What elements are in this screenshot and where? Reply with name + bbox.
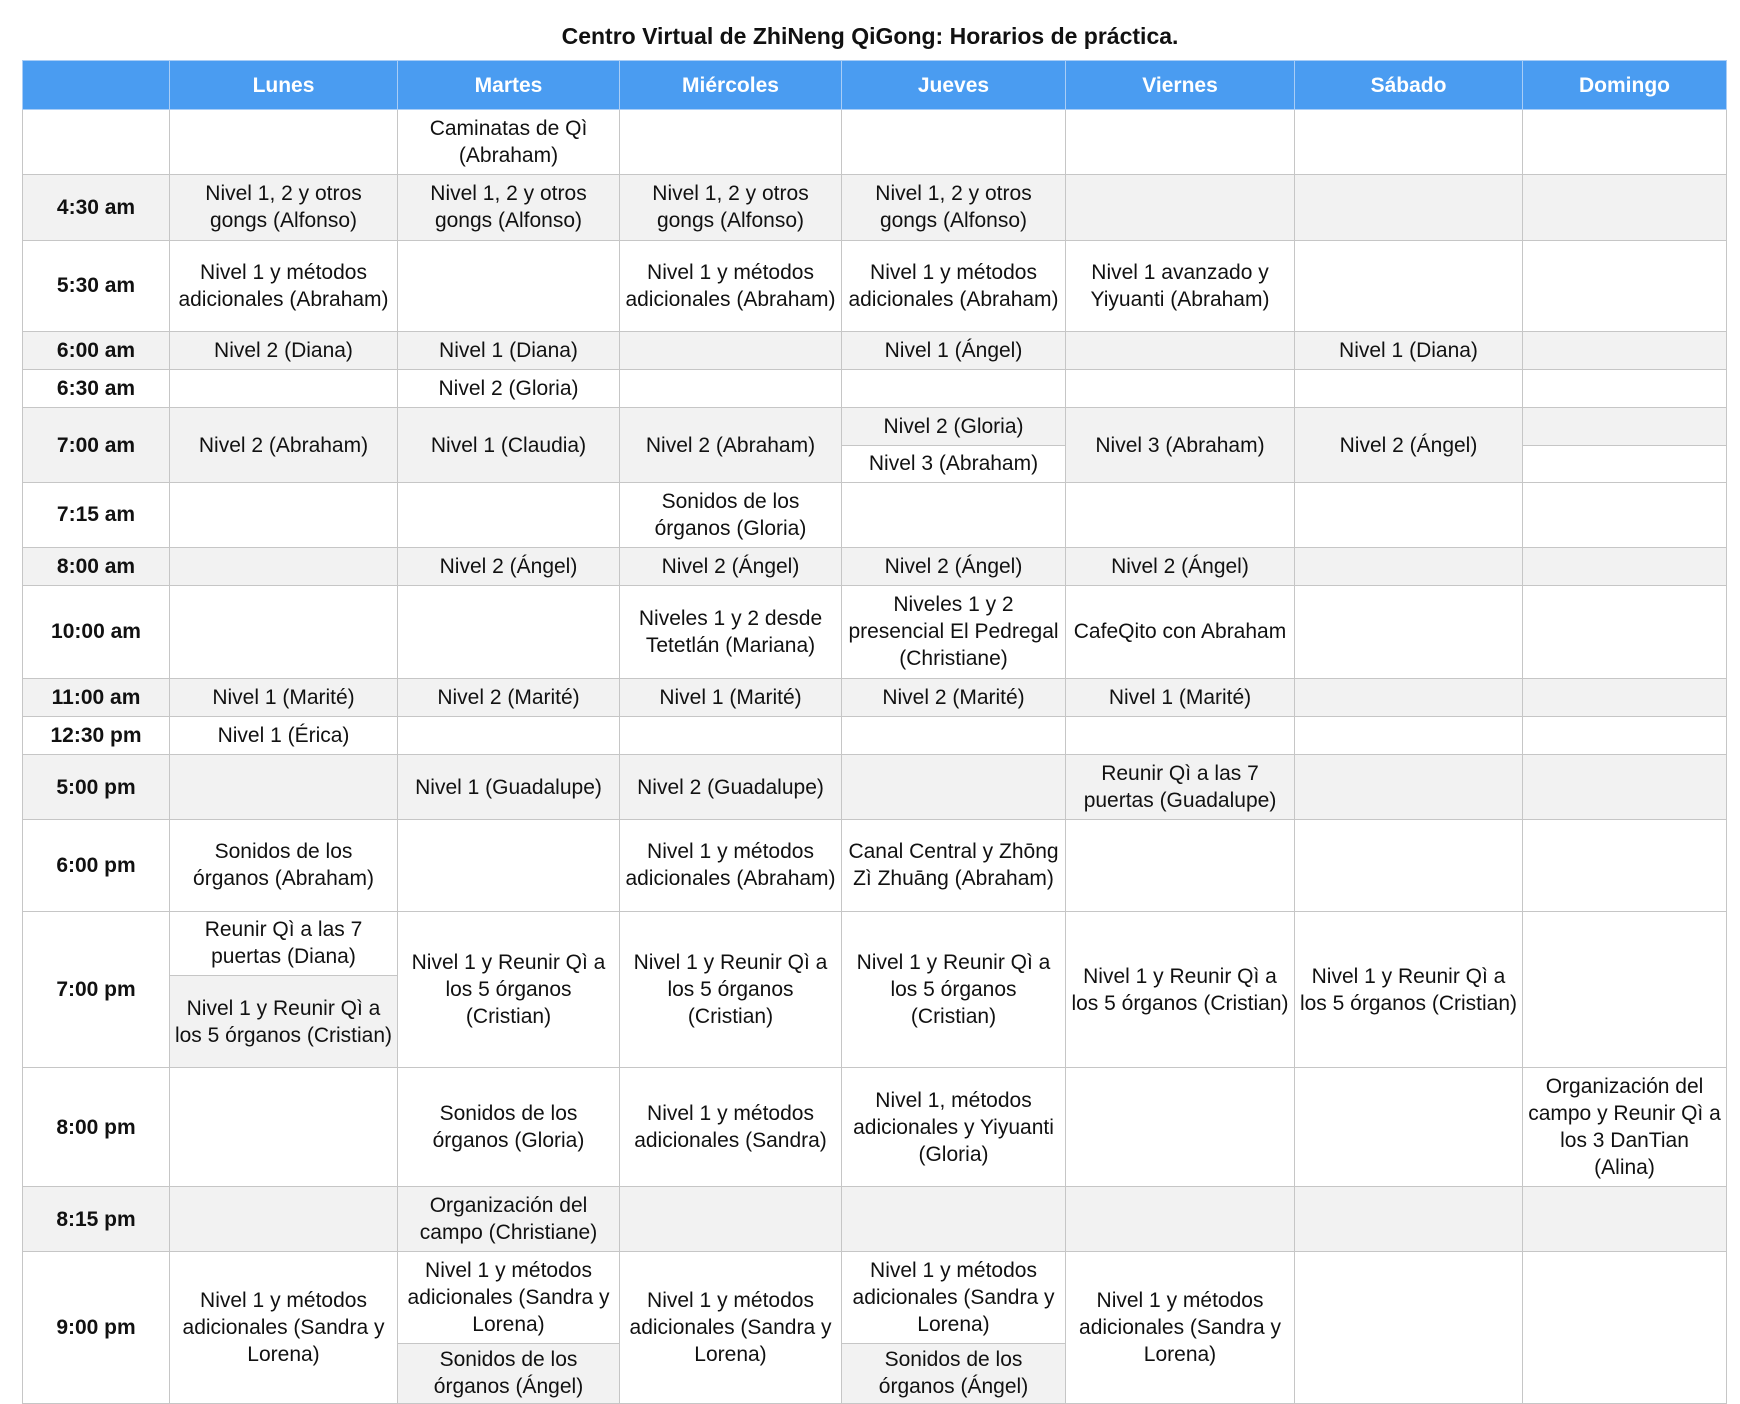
schedule-cell: Nivel 1, 2 y otros gongs (Alfonso) xyxy=(170,175,398,240)
table-row xyxy=(23,110,1727,175)
time-cell: 8:00 am xyxy=(23,548,170,586)
time-cell: 7:00 am xyxy=(23,408,170,482)
schedule-cell: Sonidos de los órganos (Abraham) xyxy=(170,820,398,911)
schedule-cell: Nivel 1 y métodos adicionales (Abraham) xyxy=(170,240,398,331)
schedule-cell: Nivel 1 y Reunir Qì a los 5 órganos (Cristian) xyxy=(1295,911,1523,1068)
schedule-cell: Nivel 1 avanzado y Yiyuanti (Abraham) xyxy=(1066,240,1295,331)
schedule-table xyxy=(22,60,1727,1404)
schedule-cell: Nivel 1 (Diana) xyxy=(398,332,620,370)
table-row xyxy=(23,548,1727,586)
schedule-cell xyxy=(1523,1186,1727,1251)
schedule-cell: Nivel 1 (Marité) xyxy=(620,678,842,716)
schedule-cell xyxy=(1295,586,1523,678)
time-cell: 6:00 pm xyxy=(23,820,170,911)
schedule-cell xyxy=(1295,1252,1523,1404)
schedule-cell: Nivel 1 y métodos adicionales (Abraham) xyxy=(620,240,842,331)
table-row xyxy=(23,754,1727,819)
schedule-cell xyxy=(398,482,620,547)
time-cell: 10:00 am xyxy=(23,586,170,678)
schedule-cell: Nivel 1 y métodos adicionales (Sandra y Lorena) xyxy=(170,1252,398,1404)
schedule-cell xyxy=(1523,240,1727,331)
header-day-domingo: Domingo xyxy=(1523,61,1727,110)
schedule-cell xyxy=(620,110,842,175)
schedule-cell xyxy=(1295,678,1523,716)
schedule-cell xyxy=(170,370,398,408)
schedule-cell xyxy=(1523,445,1727,482)
schedule-cell: Nivel 1 y métodos adicionales (Sandra y Lorena) xyxy=(620,1252,842,1404)
schedule-cell xyxy=(1295,240,1523,331)
schedule-cell: Nivel 2 (Abraham) xyxy=(170,408,398,482)
schedule-cell xyxy=(1523,754,1727,819)
schedule-cell xyxy=(170,1186,398,1251)
schedule-cell xyxy=(170,482,398,547)
schedule-cell xyxy=(1066,820,1295,911)
time-cell: 7:00 pm xyxy=(23,911,170,1068)
schedule-cell: Nivel 1 (Marité) xyxy=(170,678,398,716)
schedule-cell xyxy=(842,716,1066,754)
schedule-cell: Nivel 1, 2 y otros gongs (Alfonso) xyxy=(842,175,1066,240)
schedule-cell: Canal Central y Zhōng Zì Zhuāng (Abraham) xyxy=(842,820,1066,911)
schedule-cell xyxy=(1523,820,1727,911)
schedule-cell xyxy=(170,586,398,678)
schedule-cell xyxy=(842,754,1066,819)
schedule-cell xyxy=(1295,754,1523,819)
schedule-cell: Caminatas de Qì (Abraham) xyxy=(398,110,620,175)
schedule-cell: Nivel 1 y métodos adicionales (Sandra y Lorena) xyxy=(398,1252,620,1343)
schedule-cell: Nivel 1 y Reunir Qì a los 5 órganos (Cristian) xyxy=(1066,911,1295,1068)
table-row xyxy=(23,240,1727,331)
schedule-cell: Nivel 2 (Ángel) xyxy=(842,548,1066,586)
time-cell: 8:15 pm xyxy=(23,1186,170,1251)
schedule-cell xyxy=(620,716,842,754)
schedule-cell xyxy=(1295,716,1523,754)
time-cell: 12:30 pm xyxy=(23,716,170,754)
schedule-cell: Nivel 2 (Marité) xyxy=(842,678,1066,716)
schedule-cell: Nivel 1 y métodos adicionales (Abraham) xyxy=(842,240,1066,331)
table-row xyxy=(23,911,1727,975)
time-cell: 8:00 pm xyxy=(23,1068,170,1187)
schedule-cell xyxy=(620,1186,842,1251)
time-cell: 6:00 am xyxy=(23,332,170,370)
schedule-cell: Nivel 2 (Ángel) xyxy=(1066,548,1295,586)
schedule-cell xyxy=(620,370,842,408)
schedule-cell xyxy=(1523,548,1727,586)
schedule-cell xyxy=(170,1068,398,1187)
time-cell xyxy=(23,110,170,175)
schedule-cell xyxy=(1523,110,1727,175)
schedule-cell xyxy=(1295,370,1523,408)
schedule-cell: Nivel 2 (Ángel) xyxy=(1295,408,1523,482)
time-cell: 11:00 am xyxy=(23,678,170,716)
schedule-cell xyxy=(1066,110,1295,175)
schedule-cell xyxy=(1523,716,1727,754)
table-row xyxy=(23,175,1727,240)
schedule-cell xyxy=(1523,370,1727,408)
table-row xyxy=(23,678,1727,716)
schedule-cell: Nivel 1 (Érica) xyxy=(170,716,398,754)
schedule-cell: Nivel 1 (Claudia) xyxy=(398,408,620,482)
table-row xyxy=(23,370,1727,408)
table-row xyxy=(23,820,1727,911)
schedule-cell xyxy=(842,370,1066,408)
header-day-martes: Martes xyxy=(398,61,620,110)
time-cell: 6:30 am xyxy=(23,370,170,408)
schedule-cell xyxy=(398,586,620,678)
schedule-cell: Nivel 1 y métodos adicionales (Abraham) xyxy=(620,820,842,911)
schedule-cell: Nivel 1 (Ángel) xyxy=(842,332,1066,370)
schedule-cell xyxy=(1295,1068,1523,1187)
schedule-cell: CafeQito con Abraham xyxy=(1066,586,1295,678)
schedule-cell: Reunir Qì a las 7 puertas (Guadalupe) xyxy=(1066,754,1295,819)
table-row xyxy=(23,332,1727,370)
schedule-cell: Nivel 2 (Ángel) xyxy=(398,548,620,586)
schedule-cell: Nivel 2 (Ángel) xyxy=(620,548,842,586)
header-day-jueves: Jueves xyxy=(842,61,1066,110)
header-day-viernes: Viernes xyxy=(1066,61,1295,110)
schedule-cell: Nivel 1 (Guadalupe) xyxy=(398,754,620,819)
schedule-cell: Reunir Qì a las 7 puertas (Diana) xyxy=(170,911,398,975)
schedule-cell: Nivel 2 (Guadalupe) xyxy=(620,754,842,819)
header-day-lunes: Lunes xyxy=(170,61,398,110)
schedule-cell: Nivel 1, 2 y otros gongs (Alfonso) xyxy=(620,175,842,240)
schedule-cell: Nivel 2 (Gloria) xyxy=(842,408,1066,445)
schedule-cell xyxy=(1295,110,1523,175)
schedule-cell xyxy=(398,240,620,331)
schedule-cell xyxy=(1295,1186,1523,1251)
schedule-cell: Nivel 2 (Marité) xyxy=(398,678,620,716)
schedule-cell xyxy=(1066,482,1295,547)
schedule-cell xyxy=(842,482,1066,547)
schedule-cell xyxy=(1066,370,1295,408)
schedule-cell xyxy=(170,548,398,586)
schedule-cell xyxy=(1066,1068,1295,1187)
schedule-cell: Nivel 1, 2 y otros gongs (Alfonso) xyxy=(398,175,620,240)
schedule-cell xyxy=(1523,408,1727,445)
table-row xyxy=(23,1186,1727,1251)
schedule-cell: Nivel 1 y Reunir Qì a los 5 órganos (Cristian) xyxy=(620,911,842,1068)
schedule-cell: Nivel 3 (Abraham) xyxy=(1066,408,1295,482)
schedule-cell xyxy=(1523,678,1727,716)
schedule-cell: Sonidos de los órganos (Gloria) xyxy=(620,482,842,547)
schedule-cell xyxy=(1523,1252,1727,1404)
schedule-cell: Organización del campo y Reunir Qì a los 3 DanTian (Alina) xyxy=(1523,1068,1727,1187)
schedule-cell xyxy=(1066,1186,1295,1251)
schedule-cell xyxy=(1523,586,1727,678)
schedule-cell xyxy=(1295,820,1523,911)
schedule-cell: Niveles 1 y 2 desde Tetetlán (Mariana) xyxy=(620,586,842,678)
table-row xyxy=(23,1252,1727,1343)
time-cell: 5:30 am xyxy=(23,240,170,331)
time-cell: 4:30 am xyxy=(23,175,170,240)
schedule-cell xyxy=(170,754,398,819)
schedule-cell: Sonidos de los órganos (Gloria) xyxy=(398,1068,620,1187)
schedule-cell: Sonidos de los órganos (Ángel) xyxy=(842,1343,1066,1403)
schedule-cell: Nivel 2 (Gloria) xyxy=(398,370,620,408)
schedule-cell xyxy=(1523,175,1727,240)
schedule-cell xyxy=(842,110,1066,175)
time-cell: 5:00 pm xyxy=(23,754,170,819)
table-row xyxy=(23,482,1727,547)
time-cell: 9:00 pm xyxy=(23,1252,170,1404)
schedule-cell xyxy=(1523,911,1727,1068)
schedule-cell: Nivel 2 (Abraham) xyxy=(620,408,842,482)
schedule-cell xyxy=(1066,175,1295,240)
schedule-cell xyxy=(1066,332,1295,370)
schedule-cell xyxy=(170,110,398,175)
schedule-cell: Niveles 1 y 2 presencial El Pedregal (Christiane) xyxy=(842,586,1066,678)
schedule-cell xyxy=(1523,332,1727,370)
schedule-cell: Sonidos de los órganos (Ángel) xyxy=(398,1343,620,1403)
page-title: Centro Virtual de ZhiNeng QiGong: Horarios de práctica. xyxy=(561,23,1179,49)
schedule-cell: Nivel 1 y métodos adicionales (Sandra) xyxy=(620,1068,842,1187)
header-corner xyxy=(23,61,170,110)
schedule-cell: Organización del campo (Christiane) xyxy=(398,1186,620,1251)
schedule-cell: Nivel 1 y Reunir Qì a los 5 órganos (Cristian) xyxy=(398,911,620,1068)
schedule-cell xyxy=(398,716,620,754)
schedule-cell xyxy=(398,820,620,911)
header-day-miercoles: Miércoles xyxy=(620,61,842,110)
schedule-cell: Nivel 1 (Marité) xyxy=(1066,678,1295,716)
header-day-sabado: Sábado xyxy=(1295,61,1523,110)
schedule-cell: Nivel 2 (Diana) xyxy=(170,332,398,370)
schedule-cell xyxy=(1295,482,1523,547)
schedule-cell: Nivel 1 y Reunir Qì a los 5 órganos (Cristian) xyxy=(170,975,398,1067)
schedule-cell: Nivel 3 (Abraham) xyxy=(842,445,1066,482)
schedule-cell: Nivel 1 y Reunir Qì a los 5 órganos (Cristian) xyxy=(842,911,1066,1068)
time-cell: 7:15 am xyxy=(23,482,170,547)
schedule-cell: Nivel 1 y métodos adicionales (Sandra y Lorena) xyxy=(1066,1252,1295,1404)
table-row xyxy=(23,586,1727,678)
table-row xyxy=(23,408,1727,445)
schedule-cell: Nivel 1 y métodos adicionales (Sandra y Lorena) xyxy=(842,1252,1066,1343)
header-row xyxy=(23,61,1727,110)
schedule-cell xyxy=(842,1186,1066,1251)
table-row xyxy=(23,716,1727,754)
schedule-cell xyxy=(1523,482,1727,547)
schedule-cell xyxy=(1295,175,1523,240)
schedule-cell: Nivel 1, métodos adicionales y Yiyuanti (Gloria) xyxy=(842,1068,1066,1187)
schedule-cell xyxy=(1295,548,1523,586)
schedule-cell xyxy=(1066,716,1295,754)
schedule-cell xyxy=(620,332,842,370)
schedule-cell: Nivel 1 (Diana) xyxy=(1295,332,1523,370)
table-row xyxy=(23,1068,1727,1187)
